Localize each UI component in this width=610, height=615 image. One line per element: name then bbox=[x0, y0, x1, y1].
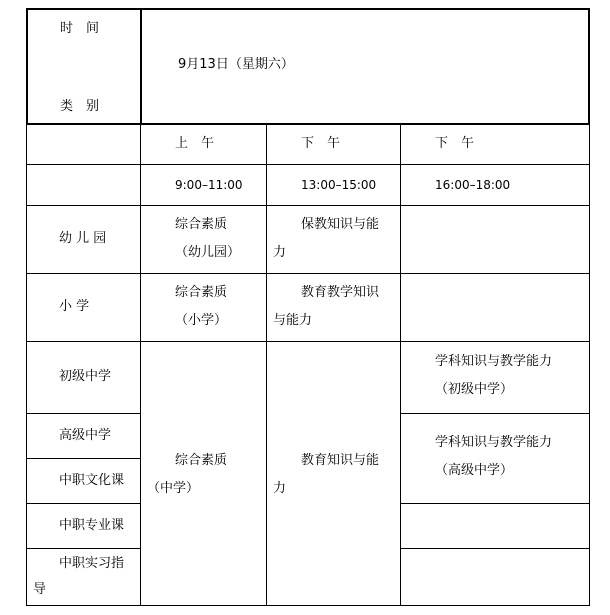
session-morning-label: 上 午 bbox=[175, 136, 215, 151]
secondary-afternoon-line1: 教育知识与能 bbox=[301, 453, 380, 468]
primary-morning-line2: （小学） bbox=[175, 313, 228, 328]
secondary-afternoon-line2: 力 bbox=[273, 481, 287, 496]
secondary-category-vocational-culture: 中职文化课 bbox=[59, 473, 125, 488]
primary-afternoon-line1: 教育教学知识 bbox=[301, 285, 380, 300]
header-corner-cell bbox=[26, 8, 142, 125]
session-afternoon1-label: 下 午 bbox=[301, 136, 341, 151]
primary-category: 小 学 bbox=[59, 299, 90, 314]
secondary-morning-line1: 综合素质 bbox=[175, 453, 228, 468]
junior-subject-line1: 学科知识与教学能力 bbox=[435, 354, 553, 369]
date-cell bbox=[140, 8, 590, 125]
session-afternoon2-cell bbox=[400, 123, 590, 165]
kindergarten-afternoon-line1: 保教知识与能 bbox=[301, 217, 380, 232]
session-morning-cell bbox=[140, 123, 267, 165]
kindergarten-afternoon-cell bbox=[266, 205, 401, 274]
primary-afternoon-line2: 与能力 bbox=[273, 313, 313, 328]
time-afternoon1: 13:00–15:00 bbox=[301, 178, 377, 192]
secondary-category-junior: 初级中学 bbox=[59, 369, 112, 384]
secondary-category-cell bbox=[26, 341, 141, 414]
secondary-category-vocational-professional: 中职专业课 bbox=[59, 518, 125, 533]
primary-afternoon-cell bbox=[266, 273, 401, 342]
kindergarten-morning-line1: 综合素质 bbox=[175, 217, 228, 232]
kindergarten-category-cell bbox=[26, 205, 141, 274]
time-afternoon1-cell bbox=[266, 164, 401, 206]
time-label: 时 间 bbox=[60, 21, 100, 36]
session-afternoon1-cell bbox=[266, 123, 401, 165]
time-morning: 9:00–11:00 bbox=[175, 178, 243, 192]
kindergarten-category: 幼 儿 园 bbox=[59, 231, 107, 246]
vocational-internship-subject-cell bbox=[400, 548, 590, 606]
primary-afternoon2-cell bbox=[400, 273, 590, 342]
senior-subject-line2: （高级中学） bbox=[435, 463, 514, 478]
session-empty-cell bbox=[26, 123, 141, 165]
session-afternoon2-label: 下 午 bbox=[435, 136, 475, 151]
senior-subject-cell bbox=[400, 413, 590, 504]
secondary-category-cell bbox=[26, 413, 141, 459]
vocational-professional-subject-cell bbox=[400, 503, 590, 549]
kindergarten-morning-line2: （幼儿园） bbox=[175, 245, 241, 260]
secondary-category-cell bbox=[26, 548, 141, 606]
secondary-morning-line2: （中学） bbox=[147, 481, 200, 496]
kindergarten-afternoon-line2: 力 bbox=[273, 245, 287, 260]
junior-subject-cell bbox=[400, 341, 590, 414]
time-morning-cell bbox=[140, 164, 267, 206]
junior-subject-line2: （初级中学） bbox=[435, 382, 514, 397]
primary-morning-cell bbox=[140, 273, 267, 342]
secondary-category-cell bbox=[26, 503, 141, 549]
secondary-category-internship-line2: 导 bbox=[33, 582, 47, 597]
secondary-category-cell bbox=[26, 458, 141, 504]
primary-morning-line1: 综合素质 bbox=[175, 285, 228, 300]
time-afternoon2-cell bbox=[400, 164, 590, 206]
secondary-morning-cell bbox=[140, 341, 267, 606]
time-afternoon2: 16:00–18:00 bbox=[435, 178, 511, 192]
secondary-category-senior: 高级中学 bbox=[59, 428, 112, 443]
secondary-category-internship-line1: 中职实习指 bbox=[59, 556, 125, 571]
time-empty-cell bbox=[26, 164, 141, 206]
primary-category-cell bbox=[26, 273, 141, 342]
exam-date: 9月13日（星期六） bbox=[178, 57, 294, 72]
senior-subject-line1: 学科知识与教学能力 bbox=[435, 435, 553, 450]
secondary-afternoon-cell bbox=[266, 341, 401, 606]
kindergarten-afternoon2-cell bbox=[400, 205, 590, 274]
kindergarten-morning-cell bbox=[140, 205, 267, 274]
category-label: 类 别 bbox=[60, 99, 100, 114]
